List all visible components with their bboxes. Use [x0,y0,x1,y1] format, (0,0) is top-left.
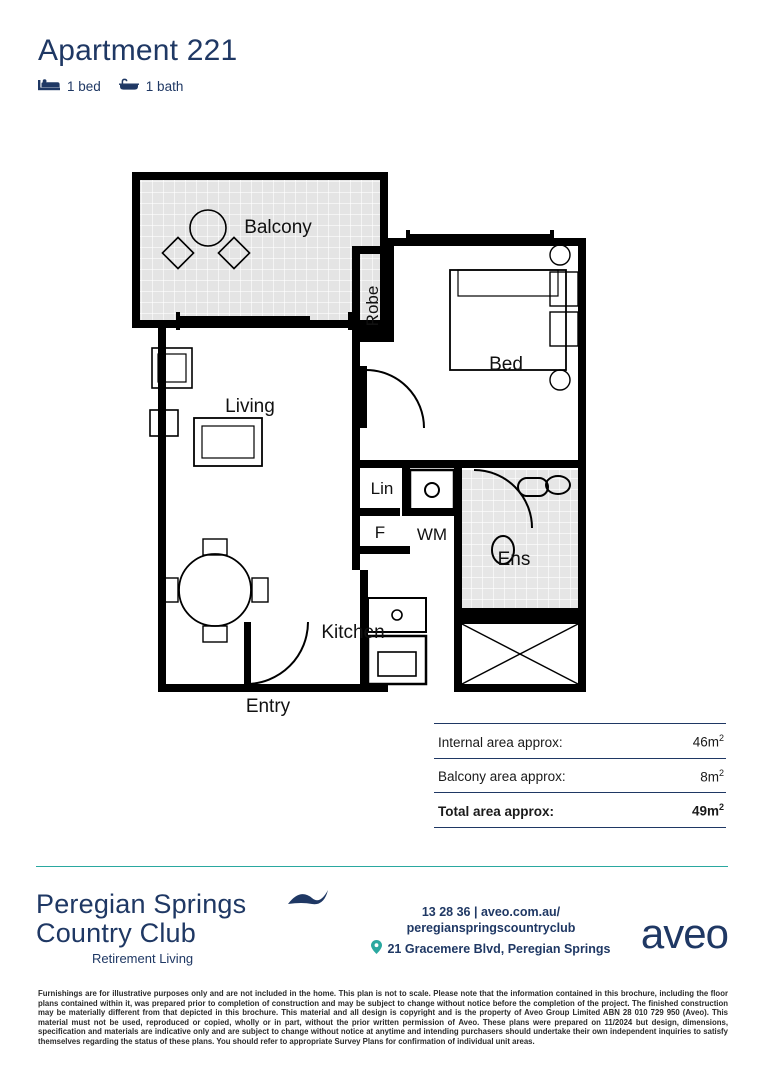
website-path[interactable]: peregianspringscountryclub [406,921,576,935]
room-label-wm: WM [416,525,448,544]
area-unit: 2 [718,733,724,743]
room-label-kitchen: Kitchen [321,622,385,643]
brand-line-1: Peregian Springs [36,889,247,919]
contact-block [366,904,616,958]
table-row [434,724,726,758]
room-label-balcony: Balcony [244,217,312,238]
footer-divider [36,866,728,867]
room-label-bed: Bed [489,354,523,375]
address-text: 21 Gracemere Blvd, Peregian Springs [387,942,611,956]
wave-logo-icon [286,884,330,919]
area-value: $46m^2$ [692,733,724,750]
brand-line-2: Country Club [36,918,196,948]
aveo-logo: aveo [640,910,728,957]
table-row-total [434,793,726,827]
area-value-total: $49m^2$ [691,802,724,819]
room-label-f: F [374,523,386,542]
map-pin-icon [371,940,382,958]
balcony-floor [140,180,380,320]
page-title: Apartment 221 [38,34,238,67]
bed-count [38,78,101,95]
area-unit: 2 [718,802,724,812]
page-header [38,34,237,95]
page-footer [36,884,728,994]
table-row [434,759,726,793]
brand-tagline: Retirement Living [92,951,194,966]
phone-web[interactable]: 13 28 36 | aveo.com.au/ [421,905,561,919]
room-label-robe: Robe [363,285,382,327]
brand-block [36,890,246,966]
floor-plan-svg [120,160,620,720]
bath-count-label: 1 bath [145,79,184,94]
bath-count [119,78,184,95]
area-label: Balcony area approx: [438,769,566,784]
area-unit: 2 [718,767,724,778]
dwelling-meta [38,78,237,95]
areas-table [434,723,726,828]
room-label-entry: Entry [245,696,291,717]
area-label-total: Total area approx: [438,803,555,819]
floor-plan [120,160,620,720]
bath-icon [119,78,139,95]
area-value: $8m^2$ [700,767,724,784]
bed-icon [38,78,60,95]
room-label-lin: Lin [370,479,394,498]
bed-count-label: 1 bed [67,79,101,94]
areas-divider-bottom [434,827,726,828]
area-label: Internal area approx: [438,734,563,750]
room-label-ens: Ens [497,549,531,570]
disclaimer-text: Furnishings are for illustrative purposes only and are not included in the home. This plan is not to scale. Please note that the information contained in this brochure, including the floor plans contained within it, was prepared prior to completion of construction and may be subject to change without notice before the completion of the project. The finished construction may be materially different from that depicted in this brochure. This material and all design is copyright and is the property of Aveo Group Limited ABN 28 010 729 950 (Aveo). This material must not be used, reproduced or copied, wholly or in part, without the prior written permission of Aveo. These plans were prepared on 11/2024 but design, dimensions, specification and materials are indicative only and are subject to change without notice at anytime and intending purchasers should undertake their own independent inquiries to satisfy themselves regarding the status of these plans. You should refer to appropriate Survey Plans for confirmation of individual unit areas. [38,989,728,1046]
address-row [366,940,616,958]
room-label-living: Living [225,396,275,417]
